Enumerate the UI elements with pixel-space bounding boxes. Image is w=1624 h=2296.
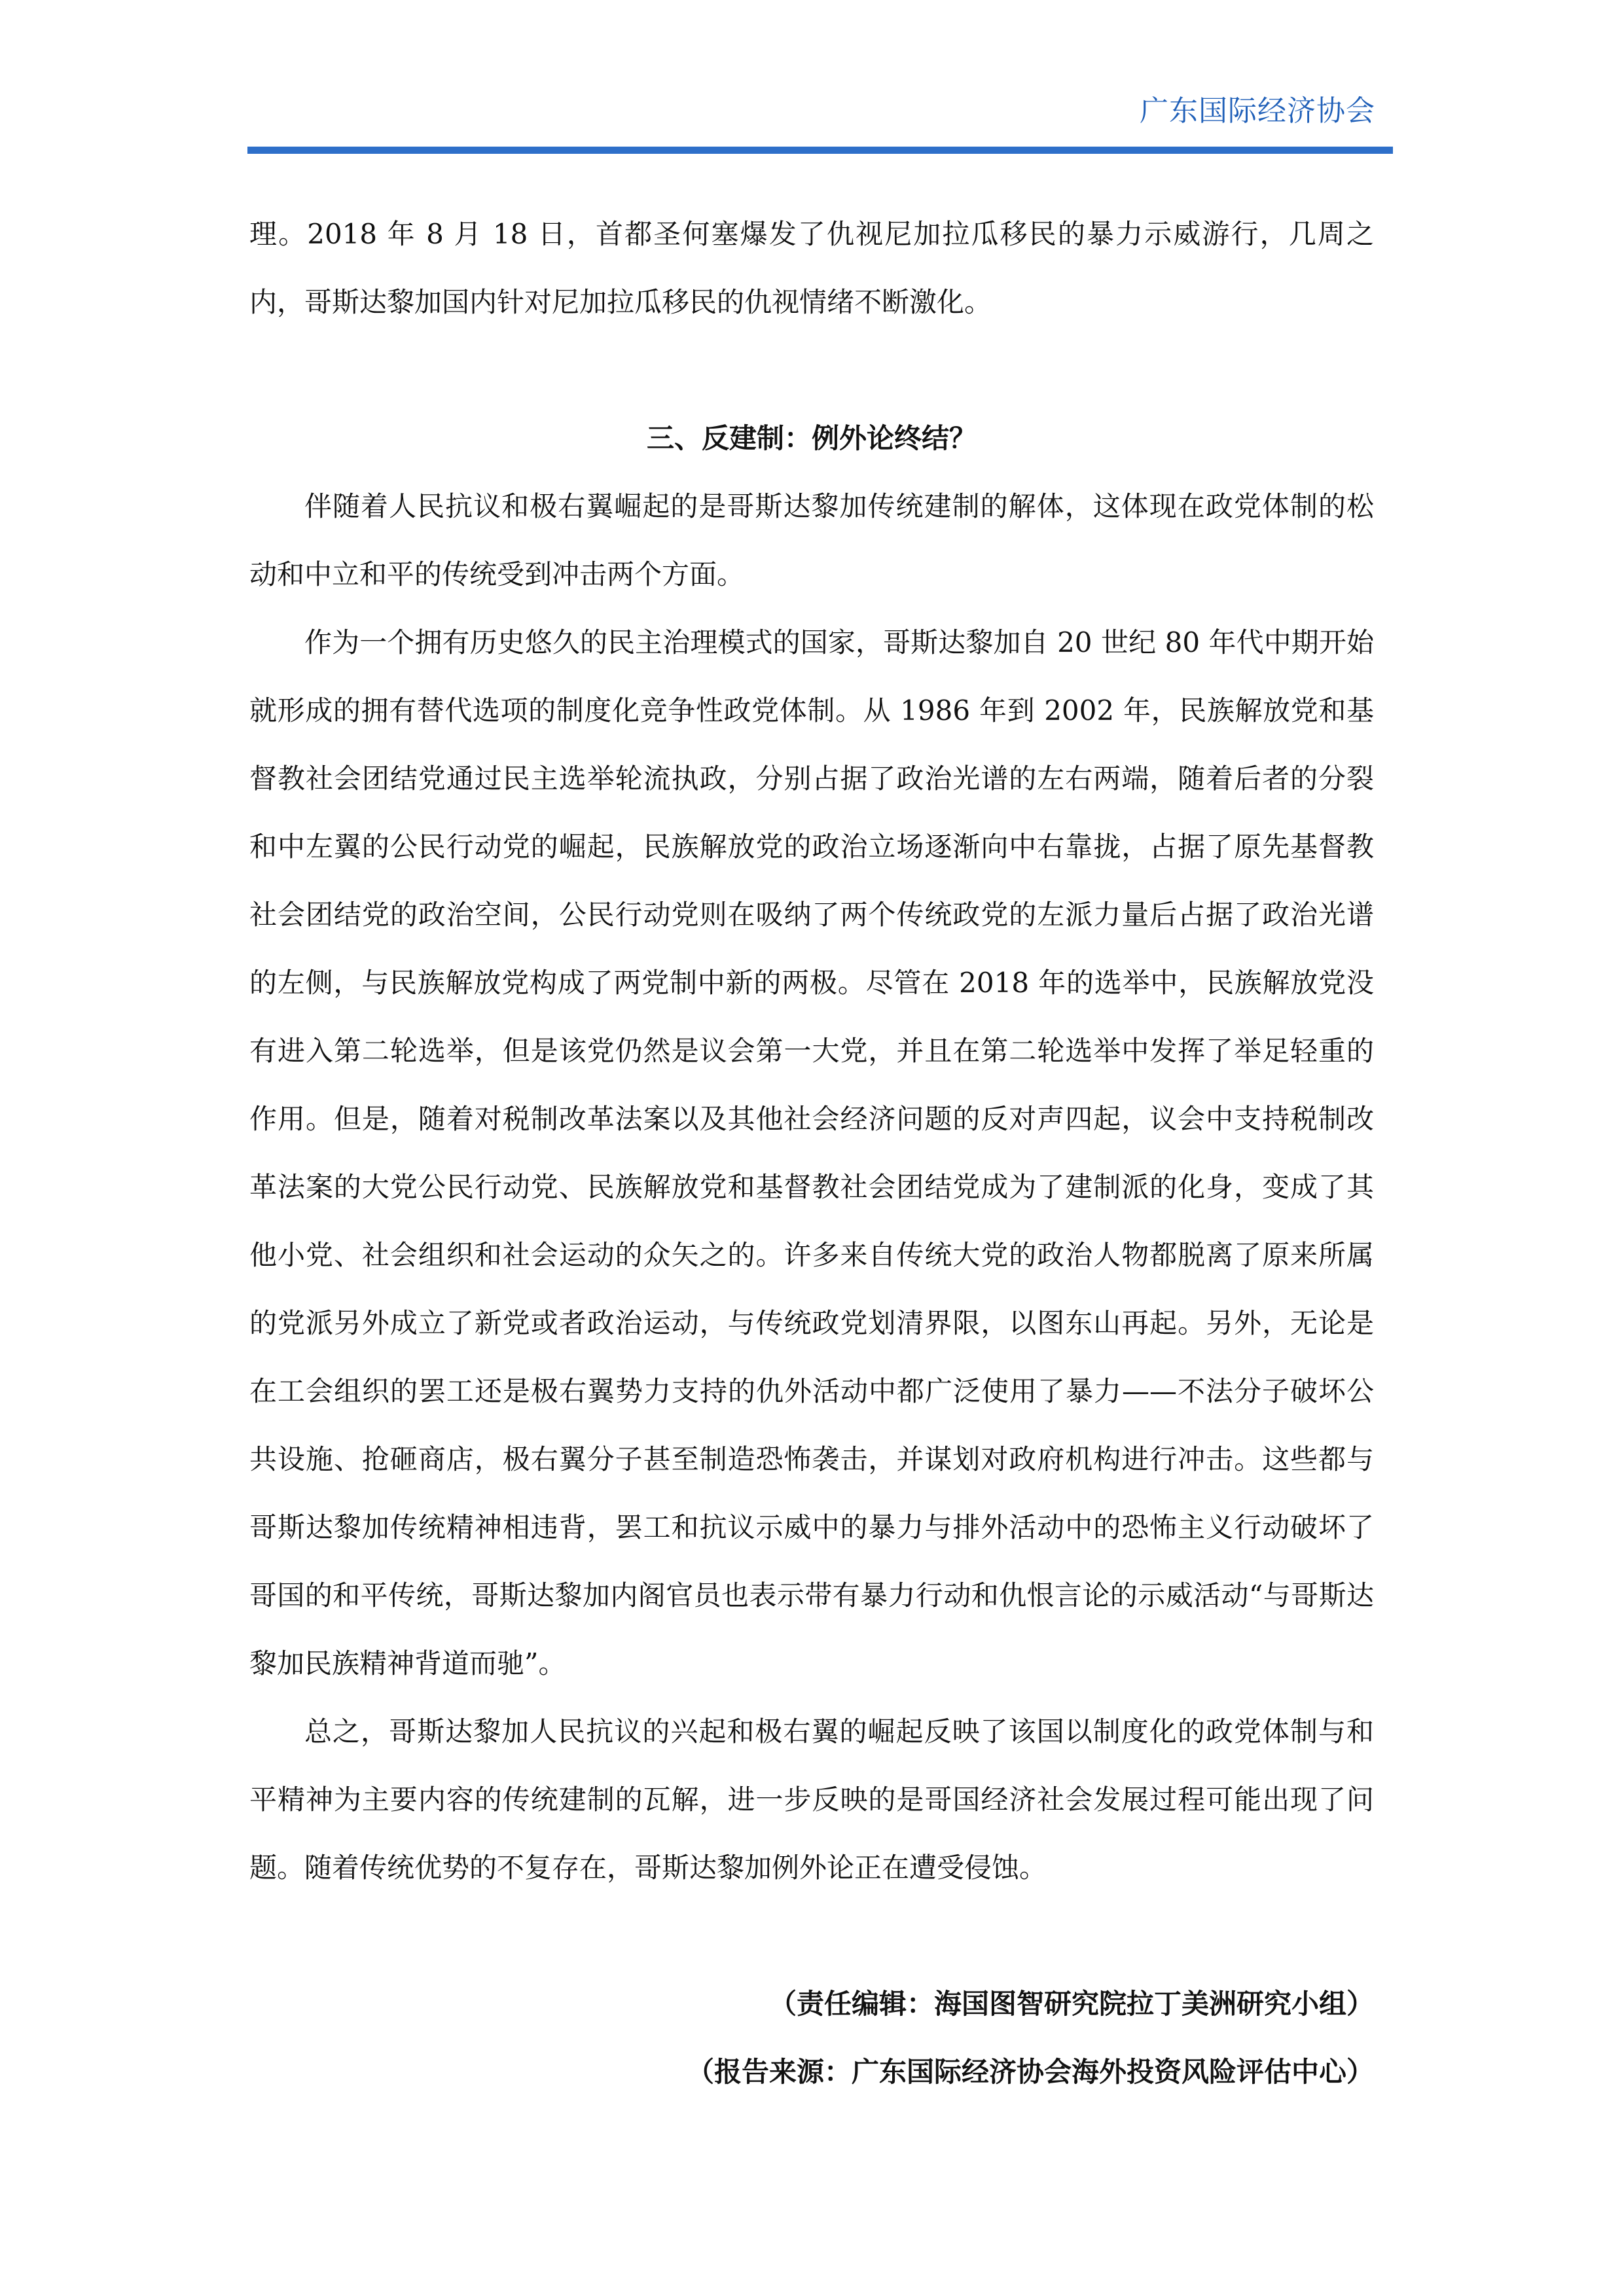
source-credit: （报告来源：广东国际经济协会海外投资风险评估中心） <box>686 2056 1374 2088</box>
paragraph-2: 作为一个拥有历史悠久的民主治理模式的国家，哥斯达黎加自 20 世纪 80 年代中期开始就形成的拥有替代选项的制度化竞争性政党体制。从 1986 年到 2002 年，民族解放党和基督教社会团结党通过民主选举轮流执政，分别占据了政治光谱的左右两端，随着后者的分裂和中左翼的公民行动党的崛起，民族解放党的政治立场逐渐向中右靠拢，占据了原先基督教社会团结党的政治空间，公民行动党则在吸纳了两个传统政党的左派力量后占据了政治光谱的左侧，与民族解放党构成了两党制中新的两极。尽管在 2018 年的选举中，民族解放党没有进入第二轮选举，但是该党仍然是议会第一大党，并且在第二轮选举中发挥了举足轻重的作用。但是，随着对税制改革法案以及其他社会经济问题的反对声四起，议会中支持税制改革法案的大党公民行动党、民族解放党和基督教社会团结党成为了建制派的化身，变成了其他小党、社会组织和社会运动的众矢之的。许多来自传统大党的政治人物都脱离了原来所属的党派另外成立了新党或者政治运动，与传统政党划清界限，以图东山再起。另外，无论是在工会组织的罢工还是极右翼势力支持的仇外活动中都广泛使用了暴力——不法分子破坏公共设施、抢砸商店，极右翼分子甚至制造恐怖袭击，并谋划对政府机构进行冲击。这些都与哥斯达黎加传统精神相违背，罢工和抗议示威中的暴力与排外活动中的恐怖主义行动破坏了哥国的和平传统，哥斯达黎加内阁官员也表示带有暴力行动和仇恨言论的示威活动“与哥斯达黎加民族精神背道而驰”。 <box>249 626 1374 1679</box>
spacer <box>249 336 1374 404</box>
paragraph-3: 总之，哥斯达黎加人民抗议的兴起和极右翼的崛起反映了该国以制度化的政党体制与和平精神为主要内容的传统建制的瓦解，进一步反映的是哥国经济社会发展过程可能出现了问题。随着传统优势的不复存在，哥斯达黎加例外论正在遭受侵蚀。 <box>249 1715 1374 1884</box>
spacer <box>249 1902 1374 1970</box>
header-divider <box>247 147 1393 154</box>
paragraph-continued: 理。2018 年 8 月 18 日，首都圣何塞爆发了仇视尼加拉瓜移民的暴力示威游行，几周之内，哥斯达黎加国内针对尼加拉瓜移民的仇视情绪不断激化。 <box>249 218 1374 318</box>
document-body <box>249 200 1374 2106</box>
paragraph-1: 伴随着人民抗议和极右翼崛起的是哥斯达黎加传统建制的解体，这体现在政党体制的松动和中立和平的传统受到冲击两个方面。 <box>249 490 1374 590</box>
section-heading: 三、反建制：例外论终结？ <box>646 422 977 454</box>
editor-credit: （责任编辑：海国图智研究院拉丁美洲研究小组） <box>768 1988 1374 2020</box>
header-organization-name: 广东国际经济协会 <box>1140 94 1375 128</box>
